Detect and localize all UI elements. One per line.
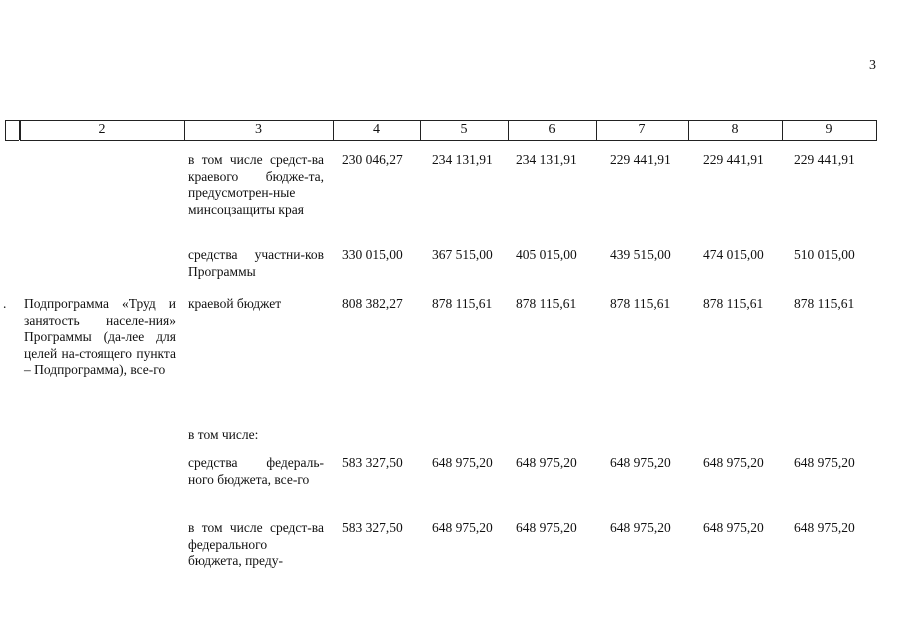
value-col-5: 367 515,00 bbox=[432, 247, 493, 262]
value-col-8: 229 441,91 bbox=[703, 152, 764, 167]
value-col-6: 405 015,00 bbox=[516, 247, 577, 262]
value-col-7: 439 515,00 bbox=[610, 247, 671, 262]
value-col-4: 583 327,50 bbox=[342, 455, 403, 470]
header-stub bbox=[5, 120, 19, 141]
header-col-8: 8 bbox=[731, 122, 739, 137]
value-col-9: 878 115,61 bbox=[794, 296, 855, 311]
value-col-9: 648 975,20 bbox=[794, 520, 855, 535]
value-col-5: 648 975,20 bbox=[432, 455, 493, 470]
header-divider bbox=[5, 120, 6, 140]
value-col-4: 230 046,27 bbox=[342, 152, 403, 167]
value-col-8: 474 015,00 bbox=[703, 247, 764, 262]
header-col-6: 6 bbox=[548, 122, 556, 137]
value-col-5: 648 975,20 bbox=[432, 520, 493, 535]
header-col-2: 2 bbox=[98, 122, 106, 137]
value-col-7: 648 975,20 bbox=[610, 455, 671, 470]
value-col-8: 648 975,20 bbox=[703, 455, 764, 470]
value-col-7: 878 115,61 bbox=[610, 296, 671, 311]
value-col-6: 234 131,91 bbox=[516, 152, 577, 167]
value-col-4: 808 382,27 bbox=[342, 296, 403, 311]
value-col-6: 648 975,20 bbox=[516, 455, 577, 470]
funding-source: в том числе: bbox=[188, 427, 259, 442]
header-col-9: 9 bbox=[825, 122, 833, 137]
value-col-5: 234 131,91 bbox=[432, 152, 493, 167]
value-col-7: 229 441,91 bbox=[610, 152, 671, 167]
value-col-4: 330 015,00 bbox=[342, 247, 403, 262]
value-col-7: 648 975,20 bbox=[610, 520, 671, 535]
value-col-9: 229 441,91 bbox=[794, 152, 855, 167]
funding-source: средства участни-ков Программы bbox=[188, 247, 324, 279]
header-col-5: 5 bbox=[460, 122, 468, 137]
funding-source: в том числе средст-ва краевого бюдже-та, предусмотрен-ные минсоцзащиты края bbox=[188, 152, 324, 217]
header-col-4: 4 bbox=[373, 122, 380, 137]
value-col-9: 648 975,20 bbox=[794, 455, 855, 470]
value-col-9: 510 015,00 bbox=[794, 247, 855, 262]
value-col-6: 878 115,61 bbox=[516, 296, 577, 311]
value-col-8: 878 115,61 bbox=[703, 296, 764, 311]
header-col-3: 3 bbox=[255, 122, 262, 137]
header-col-7: 7 bbox=[638, 122, 646, 137]
row-marker: . bbox=[3, 296, 7, 311]
page-number: 3 bbox=[869, 58, 876, 73]
subprogram-label: Подпрограмма «Труд и занятость населе-ния» Программы (да-лее для целей на-стоящего пункта – Подпрограмма), все-го bbox=[24, 296, 176, 377]
header-divider bbox=[876, 120, 877, 140]
value-col-5: 878 115,61 bbox=[432, 296, 493, 311]
funding-source: средства федераль-ного бюджета, все-го bbox=[188, 455, 324, 487]
value-col-6: 648 975,20 bbox=[516, 520, 577, 535]
funding-source: краевой бюджет bbox=[188, 296, 282, 311]
funding-source: в том числе средст-ва федерального бюджета, преду- bbox=[188, 520, 324, 568]
value-col-8: 648 975,20 bbox=[703, 520, 764, 535]
value-col-4: 583 327,50 bbox=[342, 520, 403, 535]
